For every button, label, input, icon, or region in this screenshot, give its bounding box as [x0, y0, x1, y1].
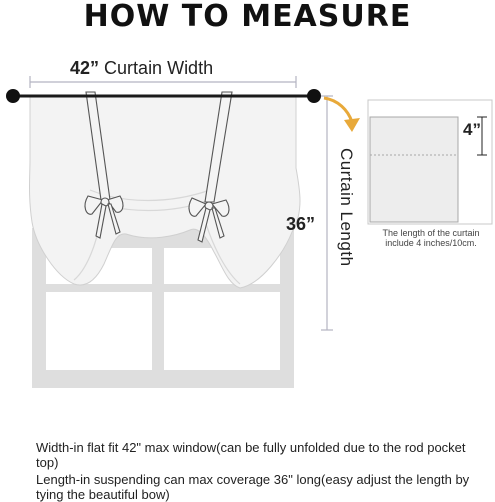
length-number: 36”	[286, 214, 316, 234]
pocket-number: 4”	[463, 120, 481, 139]
width-number: 42”	[70, 58, 100, 78]
length-dimension-line	[321, 96, 333, 330]
caption-length: Length-in suspending can max coverage 36" long(easy adjust the length by tying the beautiful bow)	[36, 472, 470, 502]
width-text: Curtain Width	[104, 58, 214, 78]
page-title: HOW TO MEASURE	[83, 0, 412, 34]
caption-width: Width-in flat fit 42" max window(can be fully unfolded due to the rod pocket top)	[36, 440, 466, 470]
pocket-note: The length of the curtain include 4 inches/10cm.	[382, 228, 480, 248]
length-label: Curtain Length	[337, 148, 356, 267]
width-label	[70, 58, 270, 79]
rod-pocket-detail	[368, 100, 492, 224]
curved-arrow-icon	[324, 98, 360, 132]
